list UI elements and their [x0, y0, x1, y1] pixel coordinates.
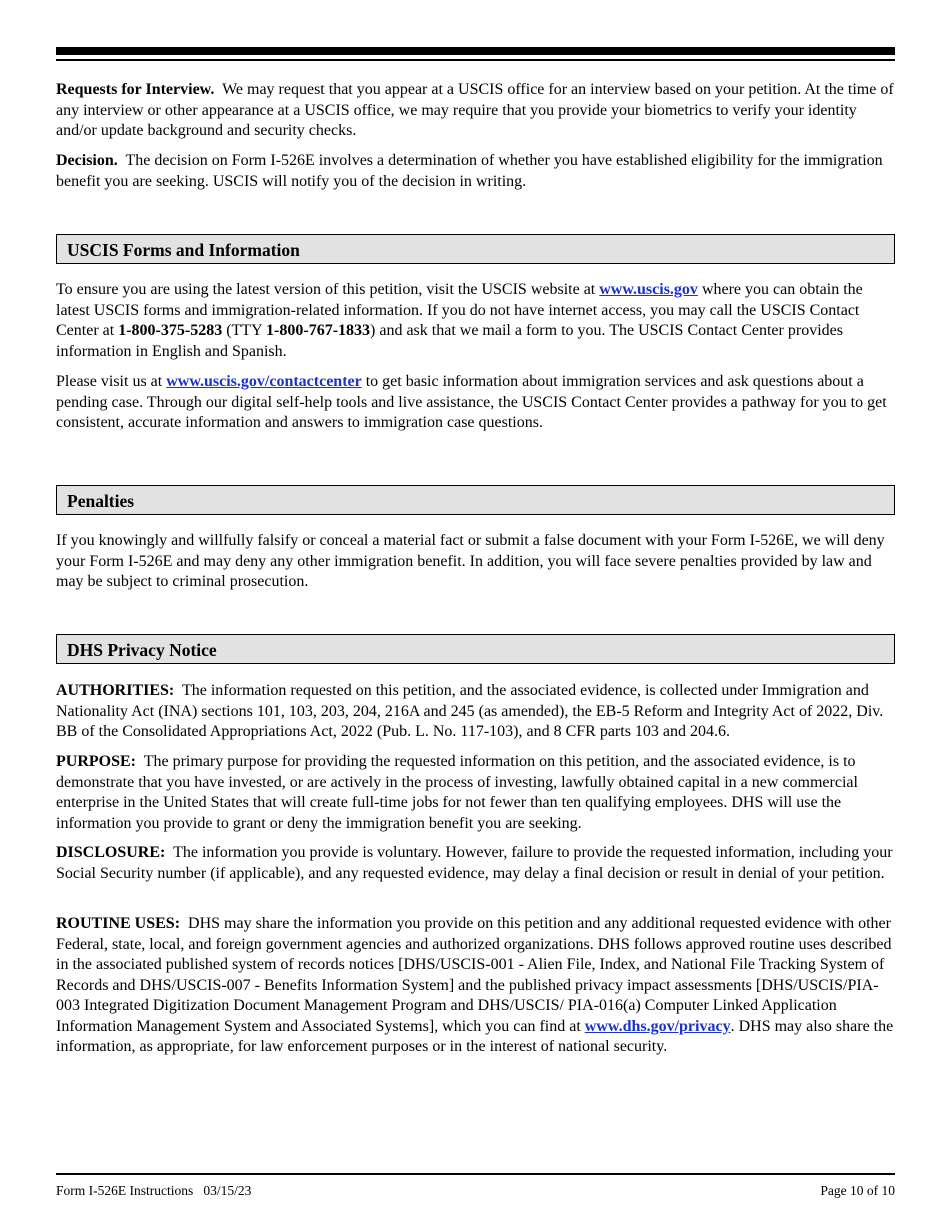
penalties-header	[56, 485, 895, 515]
decision-paragraph	[56, 151, 895, 192]
document-page	[56, 0, 895, 1230]
forms-info-title: USCIS Forms and Information	[67, 240, 300, 260]
footer-rule	[56, 1173, 895, 1175]
interview-text: We may request that you appear at a USCIS office for an interview based on your petition. At the time of any interview or other appearance at a USCIS office, we may require that you provide your biometrics to verify your identity and/or update background and security checks.	[56, 81, 894, 139]
forms-info-text: To ensure you are using the latest version of this petition, visit the USCIS website at	[56, 281, 600, 298]
forms-info-text: where you can obtain the latest USCIS forms and immigration-related information. If you do not have internet access, you may call the USCIS Contact Center at	[56, 281, 863, 339]
routine-uses-text: . DHS may also share the information, as appropriate, for law enforcement purposes or in the interest of national security.	[56, 1017, 894, 1055]
purpose-text: The primary purpose for providing the requested information on this petition, and the associated evidence, is to demonstrate that you have invested, or are actively in the process of investing, lawfully obtained capital in a new commercial enterprise in the United States that will create full-time jobs for not fewer than ten qualifying employees. DHS will use the information you provide to grant or deny the immigration benefit you are seeking.	[56, 753, 858, 832]
dhs-privacy-link[interactable]: www.dhs.gov/privacy	[584, 1017, 731, 1035]
purpose-heading: PURPOSE:	[56, 753, 136, 770]
routine-uses-paragraph	[56, 914, 895, 1058]
routine-uses-text: DHS may share the information you provide on this petition and any additional requested evidence with other Federal, state, local, and foreign government agencies and authorized organizations. DHS follows approved routine uses described in the associated published system of records notices [DHS/USCIS-001 - Alien File, Index, and National File Tracking System of Records and DHS/USCIS-007 - Benefits Information System] and the published privacy impact assessments [DHS/USCIS/PIA-003 Integrated Digitization Document Management Program and DHS/USCIS/ PIA-016(a) Computer Linked Application Information Management System and Associated Systems], which you can find at	[56, 915, 892, 1035]
contact-center-phone: 1-800-375-5283	[118, 322, 223, 339]
penalties-text: If you knowingly and willfully falsify or conceal a material fact or submit a false document with your Form I-526E, we will deny your Form I-526E and may deny any other immigration benefit. In addition, you will face severe penalties provided by law and may be subject to criminal prosecution.	[56, 532, 885, 590]
authorities-paragraph	[56, 681, 895, 743]
decision-text: The decision on Form I-526E involves a determination of whether you have established eligibility for the immigration benefit you are seeking. USCIS will notify you of the decision in writing.	[56, 152, 883, 190]
uscis-website-link[interactable]: www.uscis.gov	[599, 281, 698, 298]
purpose-paragraph	[56, 752, 895, 834]
forms-info-header	[56, 234, 895, 264]
forms-info-text: Please visit us at	[56, 373, 167, 390]
routine-uses-heading: ROUTINE USES:	[56, 915, 181, 932]
footer-form-id: Form I-526E Instructions 03/15/23	[56, 1183, 252, 1198]
contact-center-link[interactable]: www.uscis.gov/contactcenter	[166, 373, 362, 390]
forms-info-paragraph-1	[56, 280, 895, 362]
privacy-header	[56, 634, 895, 664]
penalties-paragraph	[56, 531, 895, 593]
top-rule-thin	[56, 59, 895, 61]
disclosure-paragraph	[56, 843, 895, 884]
privacy-title: DHS Privacy Notice	[67, 640, 217, 660]
disclosure-text: The information you provide is voluntary. However, failure to provide the requested information, including your Social Security number (if applicable), and any requested evidence, may delay a final decision or result in denial of your petition.	[56, 844, 893, 882]
disclosure-heading: DISCLOSURE:	[56, 844, 166, 861]
top-rule-thick	[56, 47, 895, 55]
decision-heading: Decision.	[56, 152, 118, 169]
authorities-text: The information requested on this petition, and the associated evidence, is collected under Immigration and Nationality Act (INA) sections 101, 103, 203, 204, 216A and 245 (as amended), the EB-5 Reform and Integrity Act of 2022, Div. BB of the Consolidated Appropriations Act, 2022 (Pub. L. No. 117-103), and 8 CFR parts 103 and 204.6.	[56, 682, 884, 740]
footer-page-number: Page 10 of 10	[820, 1183, 895, 1198]
interview-heading: Requests for Interview.	[56, 81, 215, 98]
interview-paragraph	[56, 80, 895, 142]
forms-info-text: (TTY	[222, 322, 267, 339]
penalties-title: Penalties	[67, 491, 135, 511]
authorities-heading: AUTHORITIES:	[56, 682, 175, 699]
tty-phone: 1-800-767-1833	[266, 322, 371, 339]
forms-info-text: to get basic information about immigration services and ask questions about a pending case. Through our digital self-help tools and live assistance, the USCIS Contact Center provides a pathway for you to get consistent, accurate information and answers to immigration case questions.	[56, 373, 887, 431]
forms-info-text: ) and ask that we mail a form to you. The USCIS Contact Center provides information in English and Spanish.	[56, 322, 843, 360]
forms-info-paragraph-2	[56, 372, 895, 434]
